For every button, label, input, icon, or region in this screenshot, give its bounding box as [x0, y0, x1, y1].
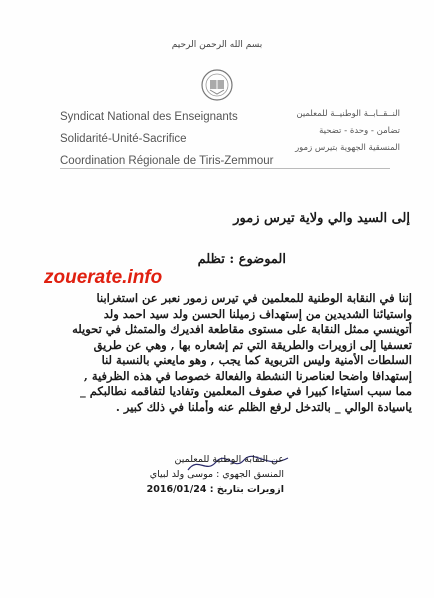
union-branch-fr: Coordination Régionale de Tiris-Zemmour — [60, 155, 274, 167]
header-divider — [60, 168, 390, 169]
union-branch-ar: المنسقية الجهوية بتيرس زمور — [295, 143, 400, 153]
body-line: إننا في النقابة الوطنية للمعلمين في تيرس زمور نعبر عن استغرابنا — [96, 291, 412, 305]
signature-block — [147, 452, 284, 497]
body-line: تعسفيا إلى ازويرات والطريقة التي تم إشعاره بها , وهي عن طريق — [93, 337, 412, 352]
letter-place-date: ازويرات بتاريخ : 2016/01/24 — [146, 484, 284, 495]
letterhead-french — [60, 106, 274, 172]
union-name-ar: النــقــابــة الوطنيــة للمعلمين — [296, 109, 400, 119]
letter-body — [20, 291, 412, 415]
bismillah: بسم الله الرحمن الرحيم — [171, 40, 263, 50]
body-line: مما سبب استياءا كبيرا في صفوف المعلمين وتفاديا لتفاقمه نطالبكم _ — [79, 384, 412, 398]
signatory-org: عن النقابة الوطنية للمعلمين — [174, 454, 284, 465]
signatory-name: المنسق الجهوي : موسى ولد لبياي — [149, 469, 284, 480]
body-line: أتوينسي ممثل النقابة على مستوى مقاطعة افديرك والمتمثل في تحويله — [72, 322, 412, 336]
union-motto-fr: Solidarité-Unité-Sacrifice — [60, 133, 187, 145]
body-line: السلطات الأمنية وليس التربوية كما يجب , وهو مايعني بالنسبة لنا — [101, 353, 412, 367]
union-name-fr: Syndicat National des Enseignants — [60, 111, 238, 123]
letterhead-arabic — [295, 106, 400, 157]
union-motto-ar: تضامن - وحدة - تضحية — [319, 126, 400, 136]
subject-line: الموضوع : تظلم — [197, 252, 286, 267]
union-emblem-logo — [200, 68, 234, 102]
body-line: إستهدافا واضحا لعناصرنا النشطة والفعالة خصوصا في هذه الظرفية , — [83, 368, 412, 383]
addressee-line: إلى السيد والي ولاية تيرس زمور — [233, 211, 410, 226]
body-line: واستيائنا الشديدين من إستهداف زميلنا الحسن ولد سيد احمد ولد — [103, 306, 412, 321]
site-watermark: zouerate.info — [44, 267, 163, 288]
body-line: ياسيادة الوالي _ بالتدخل لرفع الظلم عنه وأملنا في ذلك كبير . — [115, 399, 412, 414]
